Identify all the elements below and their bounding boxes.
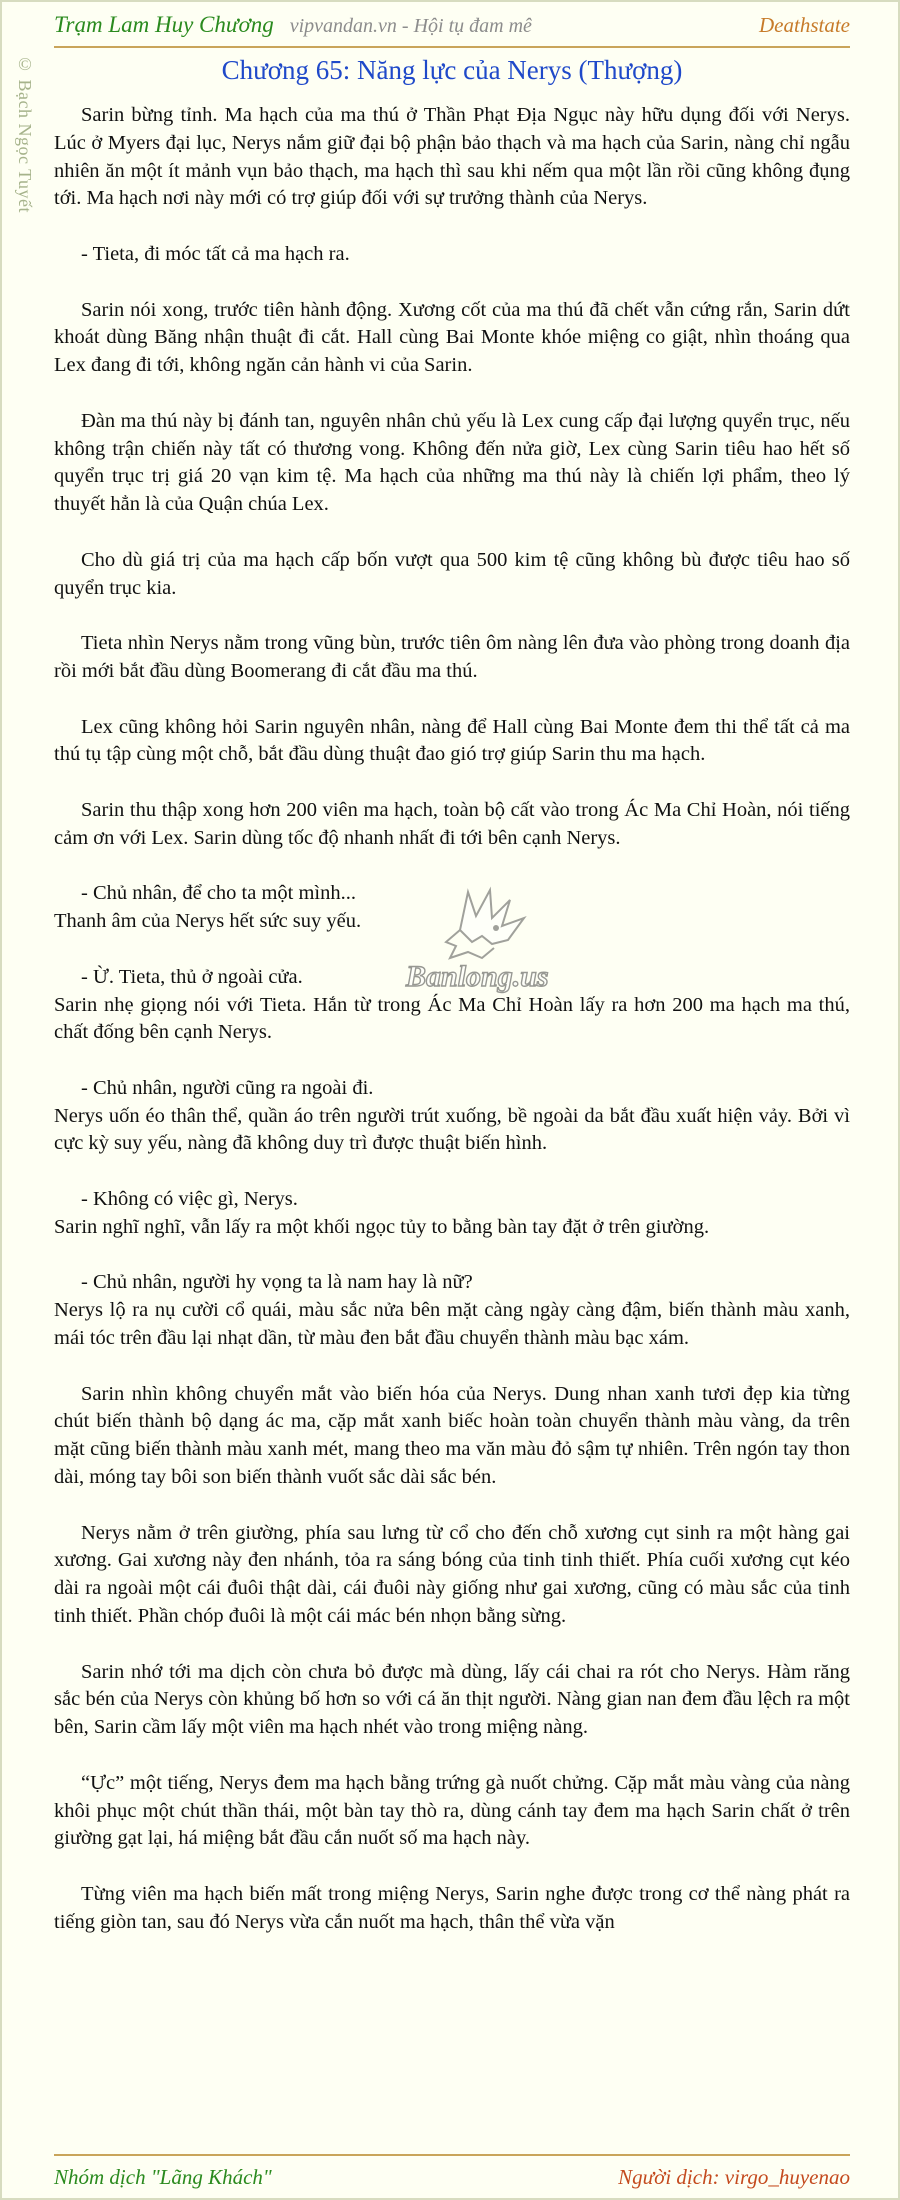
paragraph	[54, 1770, 850, 1853]
paragraph-text: Nerys nằm ở trên giường, phía sau lưng từ cổ cho đến chỗ xương cụt sinh ra một hàng gai xương. Gai xương này đen nhánh, tỏa ra sáng bóng của tinh tinh thiết. Phía cuối xương cụt kéo dài ra ngoài một cái đuôi thật dài, cái đuôi này giống như gai xương, cũng có màu sắc của tinh tinh thiết. Phần chóp đuôi là một cái mác bén nhọn bằng sừng.	[54, 1521, 850, 1628]
paragraph-text: Sarin nhìn không chuyển mắt vào biến hóa của Nerys. Dung nhan xanh tươi đẹp kia từng chút biến thành bộ dạng ác ma, cặp mắt xanh biếc hoàn toàn chuyển thành màu vàng, da trên mặt cũng biến thành màu xanh mét, mang theo ma văn màu đỏ sậm tự nhiên. Trên ngón tay thon dài, móng tay bôi son biến thành vuốt sắc dài sắc bén.	[54, 1382, 850, 1489]
paragraph-text: Sarin bừng tỉnh. Ma hạch của ma thú ở Thần Phạt Địa Ngục này hữu dụng đối với Nerys. Lúc ở Myers đại lục, Nerys nắm giữ đại bộ phận bảo thạch và ma hạch của Sarin, nàng chỉ ngẫu nhiên ăn một ít mảnh vụn bảo thạch, ma hạch thì sau khi nếm qua một lần rồi cũng không đụng tới. Ma hạch nơi này mới có trợ giúp đối với sự trưởng thành của Nerys.	[54, 104, 850, 210]
paragraph-text: - Không có việc gì, Nerys.	[81, 1188, 298, 1211]
paragraph-text: Sarin thu thập xong hơn 200 viên ma hạch, toàn bộ cất vào trong Ác Ma Chỉ Hoàn, nói tiếng cảm ơn với Lex. Sarin dùng tốc độ nhanh nhất đi tới bên cạnh Nerys.	[54, 798, 850, 849]
chapter-title: Chương 65: Năng lực của Nerys (Thượng)	[221, 55, 683, 85]
paragraph	[54, 1520, 850, 1631]
paragraph-continuation-text: Sarin nhẹ giọng nói với Tieta. Hắn từ trong Ác Ma Chỉ Hoàn lấy ra hơn 200 ma hạch ma thú, chất đống bên cạnh Nerys.	[54, 993, 850, 1044]
paragraph	[54, 241, 850, 269]
chapter-body	[54, 102, 850, 2150]
paragraph-continuation-text: Sarin nghĩ nghĩ, vẫn lấy ra một khối ngọc tủy to bằng bàn tay đặt ở trên giường.	[54, 1215, 710, 1238]
paragraph	[54, 1269, 850, 1352]
paragraph-text: - Chủ nhân, người hy vọng ta là nam hay là nữ?	[81, 1271, 473, 1294]
paragraph-continuation-text: Nerys uốn éo thân thể, quần áo trên người trút xuống, bề ngoài da bắt đầu xuất hiện vảy. Bởi vì cực kỳ suy yếu, nàng đã không duy trì được thuật biến hình.	[54, 1104, 850, 1155]
paragraph-text: - Ừ. Tieta, thủ ở ngoài cửa.	[81, 965, 303, 988]
site-tagline: vipvandan.vn - Hội tụ đam mê	[289, 15, 532, 37]
paragraph-text: Đàn ma thú này bị đánh tan, nguyên nhân chủ yếu là Lex cung cấp đại lượng quyển trục, nếu không trận chiến này tất có thương vong. Không đến nửa giờ, Lex cùng Sarin tiêu hao hết số quyển trục trị giá 20 vạn kim tệ. Ma hạch của những ma thú này là chiến lợi phẩm, theo lý thuyết hẳn là của Quận chúa Lex.	[54, 409, 850, 516]
paragraph-text: Lex cũng không hỏi Sarin nguyên nhân, nàng để Hall cùng Bai Monte đem thi thể tất cả ma thú tụ tập cùng một chỗ, bắt đầu dùng thuật đao gió trợ giúp Sarin thu ma hạch.	[54, 715, 850, 766]
watermark-text: Banlong.us	[406, 960, 549, 993]
paragraph-continuation-text: Thanh âm của Nerys hết sức suy yếu.	[54, 910, 362, 933]
paragraph	[54, 102, 850, 213]
paragraph-text: - Tieta, đi móc tất cả ma hạch ra.	[81, 242, 350, 265]
brand-title: Trạm Lam Huy Chương	[54, 12, 274, 37]
paragraph	[54, 408, 850, 519]
paragraph	[54, 297, 850, 380]
paragraph-text: Cho dù giá trị của ma hạch cấp bốn vượt qua 500 kim tệ cũng không bù được tiêu hao số quyển trục kia.	[54, 548, 850, 599]
paragraph	[54, 797, 850, 853]
paragraph-text: - Chủ nhân, để cho ta một mình...	[81, 882, 356, 905]
paragraph-text: - Chủ nhân, người cũng ra ngoài đi.	[81, 1076, 374, 1099]
page-header	[54, 8, 850, 42]
paragraph	[54, 714, 850, 770]
paragraph-text: “Ực” một tiếng, Nerys đem ma hạch bằng trứng gà nuốt chửng. Cặp mắt màu vàng của nàng khôi phục một chút thần thái, một bàn tay thò ra, dùng cánh tay đem ma hạch Sarin chất ở trên giường gạt lại, há miệng bắt đầu cắn nuốt số ma hạch này.	[54, 1771, 850, 1850]
translation-group: Nhóm dịch "Lãng Khách"	[54, 2164, 272, 2189]
paragraph	[54, 1381, 850, 1492]
paragraph	[54, 1075, 850, 1158]
page-footer	[54, 2160, 850, 2194]
paragraph	[54, 1186, 850, 1242]
side-copyright-credit: © Bạch Ngọc Tuyết	[15, 54, 35, 213]
translator-credit: Người dịch: virgo_huyenao	[618, 2164, 850, 2189]
paragraph-text: Từng viên ma hạch biến mất trong miệng Nerys, Sarin nghe được trong cơ thể nàng phát ra tiếng giòn tan, sau đó Nerys vừa cắn nuốt ma hạch, thân thể vừa vặn	[54, 1883, 850, 1933]
header-divider	[54, 46, 850, 48]
dragon-logo-icon	[398, 882, 568, 1012]
story-title: Deathstate	[759, 12, 850, 37]
footer-divider	[54, 2154, 850, 2156]
paragraph	[54, 1881, 850, 1937]
paragraph	[54, 1659, 850, 1742]
paragraph-text: Sarin nhớ tới ma dịch còn chưa bỏ được mà dùng, lấy cái chai ra rót cho Nerys. Hàm răng sắc bén của Nerys còn khủng bố hơn so với cá ăn thịt người. Nàng gian nan đem đầu lệch ra một bên, Sarin cầm lấy một viên ma hạch nhét vào trong miệng nàng.	[54, 1660, 850, 1739]
paragraph-text: Tieta nhìn Nerys nằm trong vũng bùn, trước tiên ôm nàng lên đưa vào phòng trong doanh địa rồi mới bắt đầu dùng Boomerang đi cắt đầu ma thú.	[54, 632, 850, 682]
paragraph-text: Sarin nói xong, trước tiên hành động. Xương cốt của ma thú đã chết vẫn cứng rắn, Sarin dứt khoát dùng Băng nhận thuật đi cắt. Hall cùng Bai Monte khóe miệng co giật, nhìn thoáng qua Lex đang đi tới, không ngăn cản hành vi của Sarin.	[54, 298, 850, 377]
paragraph	[54, 630, 850, 686]
paragraph-continuation-text: Nerys lộ ra nụ cười cổ quái, màu sắc nửa bên mặt càng ngày càng đậm, biến thành màu xanh, mái tóc trên đầu lại nhạt dần, từ màu đen bắt đầu chuyển thành màu bạc xám.	[54, 1299, 850, 1350]
paragraph	[54, 547, 850, 603]
